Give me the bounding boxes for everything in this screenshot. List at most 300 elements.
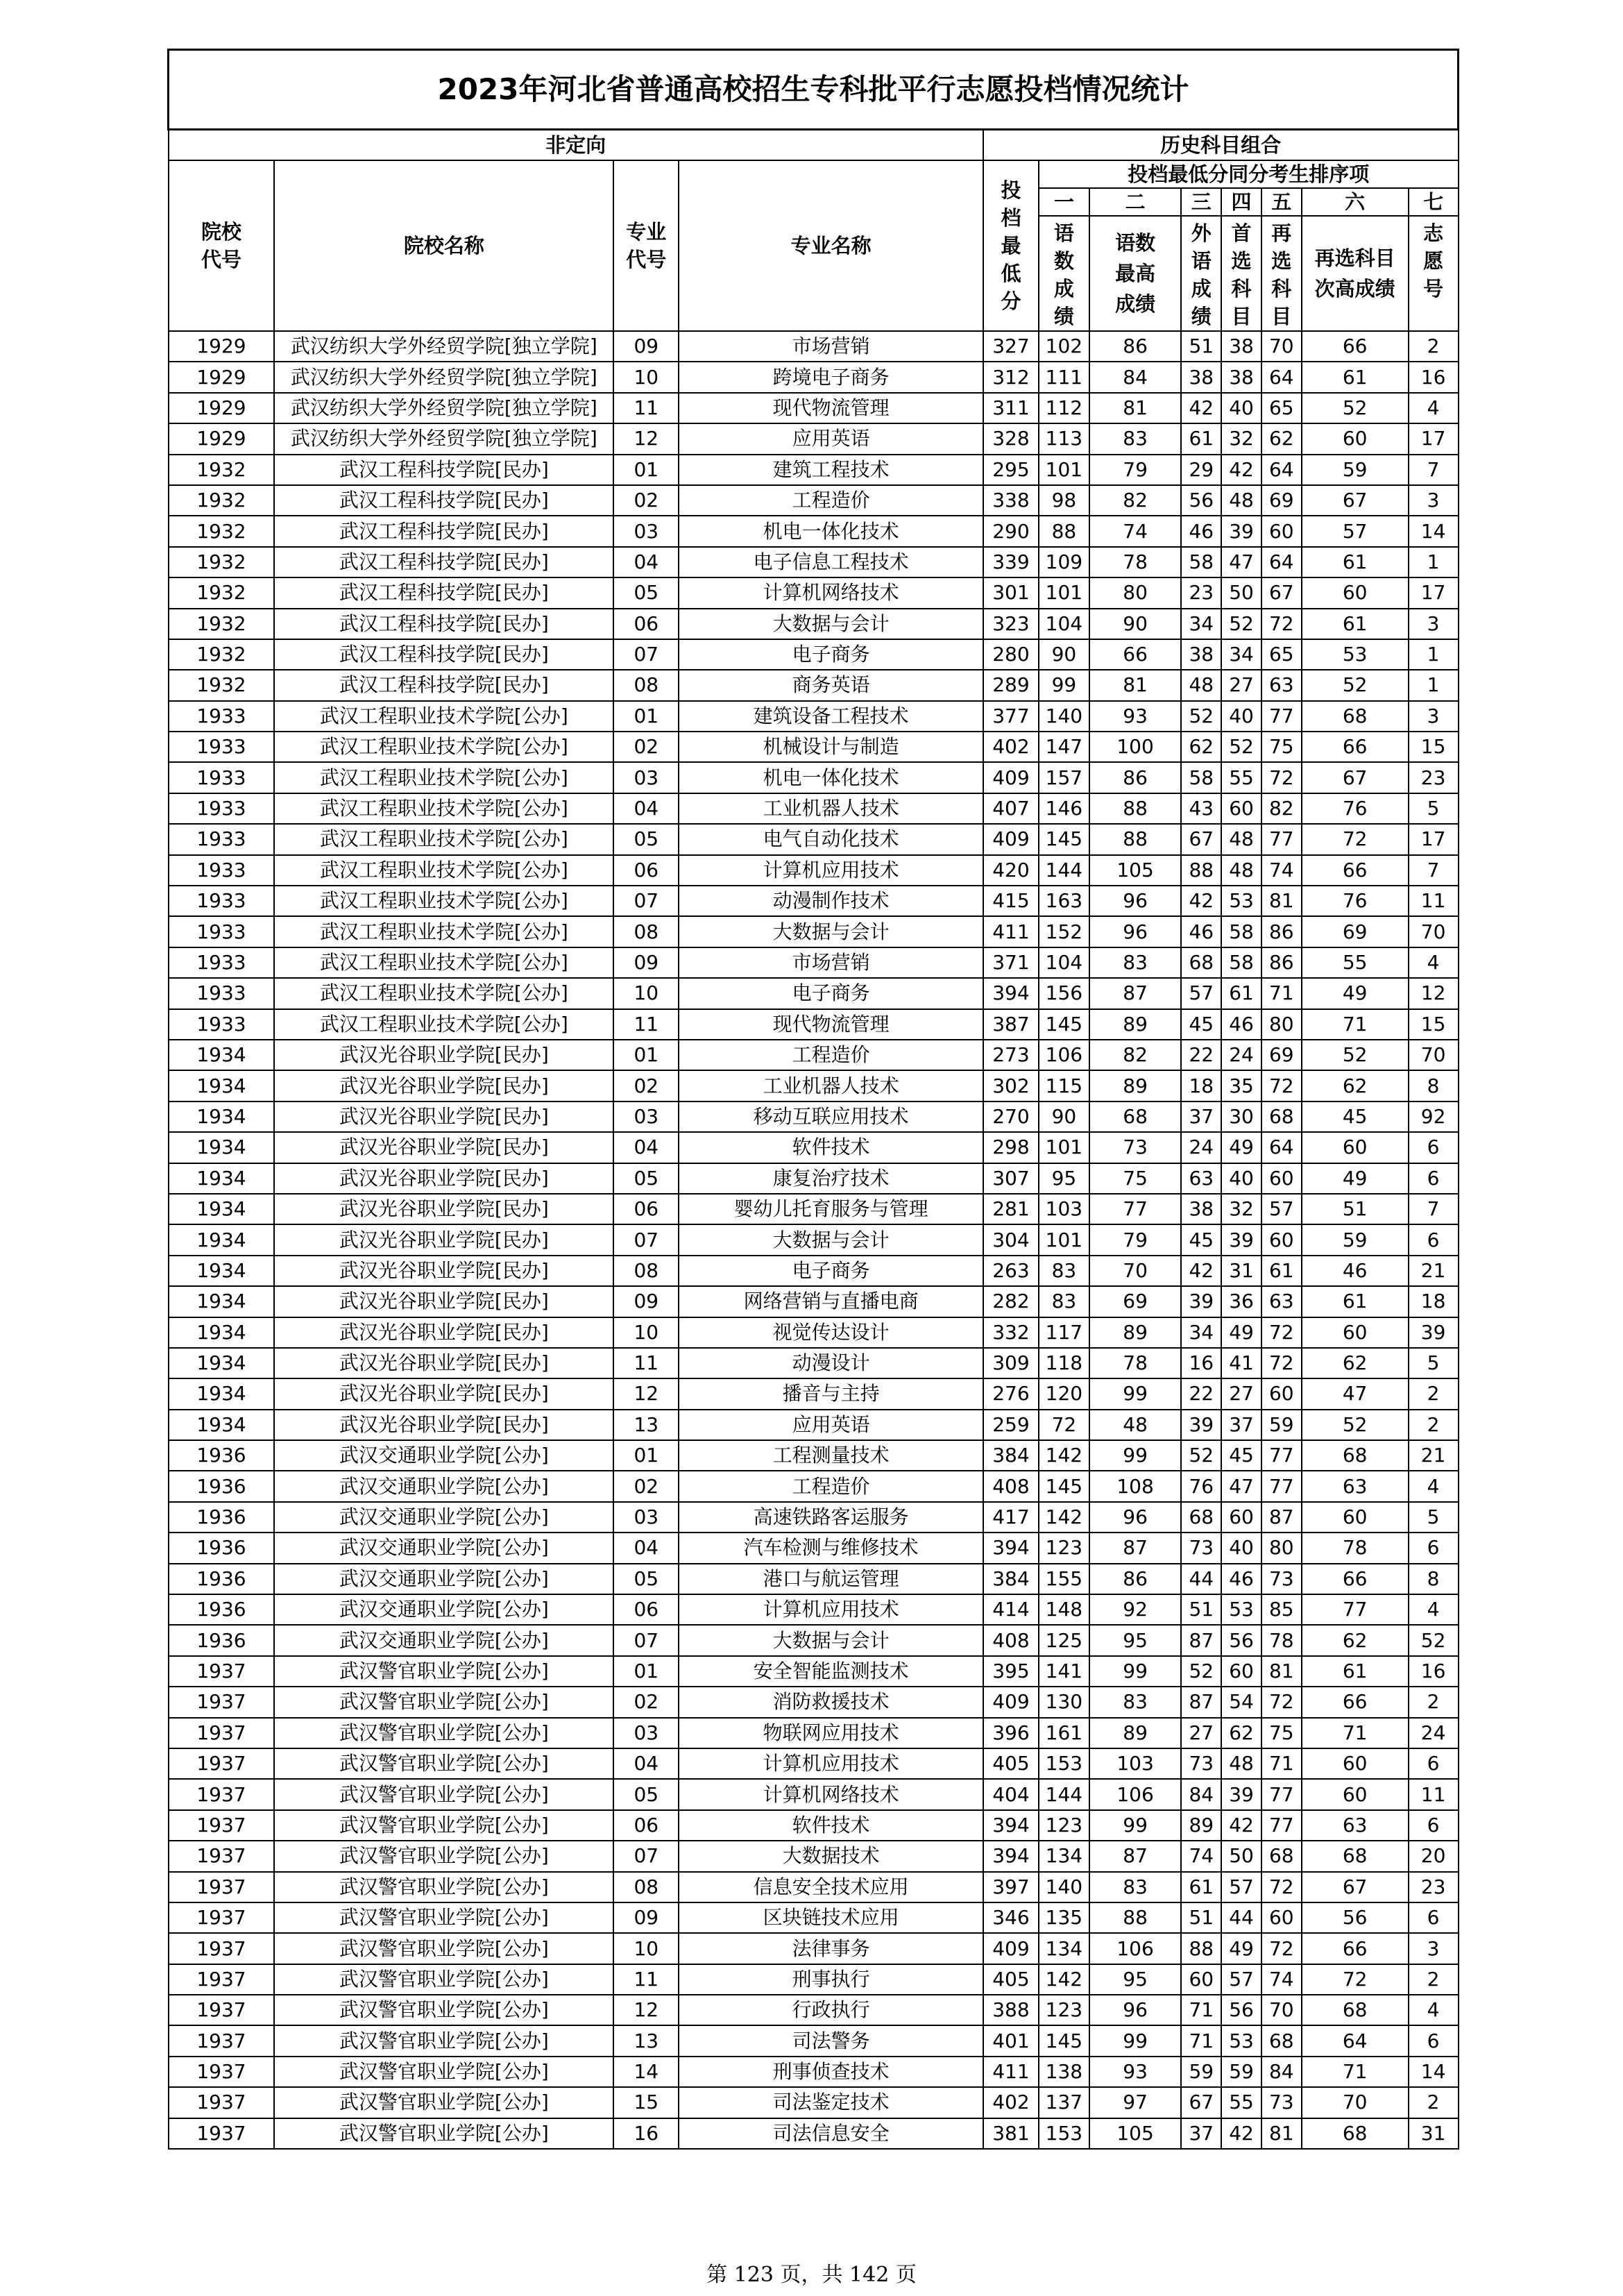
cell-second-subject-runner-up: 67	[1302, 762, 1409, 793]
cell-school-code: 1937	[169, 2087, 275, 2118]
cell-first-subject: 61	[1221, 978, 1261, 1008]
cell-min-score: 282	[983, 1286, 1039, 1317]
cell-chinese-math-score: 145	[1039, 824, 1089, 854]
admission-table	[167, 49, 1459, 2150]
cell-second-subject-runner-up: 66	[1302, 331, 1409, 362]
cell-min-score: 420	[983, 855, 1039, 886]
cell-school-name: 武汉警官职业学院[公办]	[274, 2057, 613, 2087]
cell-preference-number: 1	[1409, 670, 1459, 700]
cell-major-name: 工业机器人技术	[679, 1070, 983, 1101]
cell-school-name: 武汉工程职业技术学院[公办]	[274, 793, 613, 824]
cell-min-score: 405	[983, 1748, 1039, 1779]
cell-major-code: 08	[613, 1256, 679, 1286]
cell-preference-number: 6	[1409, 1132, 1459, 1163]
cell-min-score: 309	[983, 1348, 1039, 1378]
table-row	[169, 916, 1459, 947]
col-second-subject: 再选科目	[1261, 216, 1302, 331]
cell-preference-number: 6	[1409, 1810, 1459, 1841]
cell-chinese-math-score: 147	[1039, 732, 1089, 762]
cell-major-code: 11	[613, 1348, 679, 1378]
cell-major-name: 计算机应用技术	[679, 855, 983, 886]
cell-second-subject: 68	[1261, 2025, 1302, 2056]
cell-chinese-math-score: 140	[1039, 1872, 1089, 1902]
cell-foreign-language-score: 76	[1181, 1471, 1221, 1501]
cell-foreign-language-score: 52	[1181, 1440, 1221, 1471]
cell-second-subject: 85	[1261, 1594, 1302, 1625]
cell-chinese-math-score: 99	[1039, 670, 1089, 700]
cell-chinese-math-score: 115	[1039, 1070, 1089, 1101]
cell-second-subject: 64	[1261, 547, 1302, 577]
cell-first-subject: 34	[1221, 639, 1261, 670]
cell-first-subject: 30	[1221, 1101, 1261, 1132]
cell-major-name: 工程造价	[679, 1040, 983, 1070]
cell-foreign-language-score: 71	[1181, 1995, 1221, 2025]
table-row	[169, 1378, 1459, 1409]
cell-second-subject-runner-up: 62	[1302, 1625, 1409, 1655]
cell-school-name: 武汉工程科技学院[民办]	[274, 670, 613, 700]
cell-major-code: 02	[613, 485, 679, 516]
cell-chinese-math-max: 82	[1089, 485, 1182, 516]
table-row	[169, 1348, 1459, 1378]
cell-chinese-math-max: 106	[1089, 1933, 1182, 1964]
cell-first-subject: 48	[1221, 855, 1261, 886]
cell-min-score: 338	[983, 485, 1039, 516]
cell-school-code: 1934	[169, 1286, 275, 1317]
cell-major-code: 11	[613, 1009, 679, 1040]
cell-chinese-math-score: 72	[1039, 1410, 1089, 1440]
cell-min-score: 371	[983, 947, 1039, 978]
cell-first-subject: 24	[1221, 1040, 1261, 1070]
cell-chinese-math-max: 93	[1089, 2057, 1182, 2087]
tie-num-4: 四	[1221, 188, 1261, 216]
cell-chinese-math-score: 95	[1039, 1163, 1089, 1194]
cell-foreign-language-score: 68	[1181, 1502, 1221, 1533]
cell-preference-number: 5	[1409, 1348, 1459, 1378]
cell-second-subject-runner-up: 46	[1302, 1256, 1409, 1286]
cell-first-subject: 42	[1221, 2118, 1261, 2149]
cell-school-code: 1937	[169, 1687, 275, 1717]
table-row	[169, 1964, 1459, 1995]
cell-first-subject: 27	[1221, 1378, 1261, 1409]
cell-school-code: 1937	[169, 2057, 275, 2087]
cell-second-subject: 84	[1261, 2057, 1302, 2087]
cell-second-subject: 65	[1261, 393, 1302, 423]
cell-chinese-math-max: 78	[1089, 547, 1182, 577]
cell-first-subject: 50	[1221, 1841, 1261, 1871]
cell-school-name: 武汉警官职业学院[公办]	[274, 1718, 613, 1748]
cell-chinese-math-score: 83	[1039, 1286, 1089, 1317]
cell-first-subject: 50	[1221, 577, 1261, 608]
cell-second-subject-runner-up: 71	[1302, 2057, 1409, 2087]
cell-school-name: 武汉警官职业学院[公办]	[274, 2118, 613, 2149]
cell-preference-number: 5	[1409, 793, 1459, 824]
cell-first-subject: 41	[1221, 1348, 1261, 1378]
cell-preference-number: 39	[1409, 1317, 1459, 1348]
cell-major-name: 物联网应用技术	[679, 1718, 983, 1748]
cell-preference-number: 4	[1409, 1995, 1459, 2025]
cell-second-subject-runner-up: 52	[1302, 393, 1409, 423]
cell-first-subject: 32	[1221, 1194, 1261, 1224]
cell-second-subject: 65	[1261, 639, 1302, 670]
cell-chinese-math-max: 88	[1089, 793, 1182, 824]
cell-major-name: 跨境电子商务	[679, 362, 983, 392]
cell-min-score: 405	[983, 1964, 1039, 1995]
cell-school-name: 武汉工程职业技术学院[公办]	[274, 978, 613, 1008]
cell-preference-number: 1	[1409, 547, 1459, 577]
cell-second-subject-runner-up: 60	[1302, 577, 1409, 608]
cell-major-code: 14	[613, 2057, 679, 2087]
cell-second-subject: 77	[1261, 1440, 1302, 1471]
cell-first-subject: 40	[1221, 1163, 1261, 1194]
cell-school-code: 1937	[169, 1779, 275, 1809]
cell-preference-number: 20	[1409, 1841, 1459, 1871]
table-row	[169, 947, 1459, 978]
cell-foreign-language-score: 38	[1181, 1194, 1221, 1224]
cell-second-subject-runner-up: 66	[1302, 1933, 1409, 1964]
cell-preference-number: 6	[1409, 1163, 1459, 1194]
cell-first-subject: 58	[1221, 947, 1261, 978]
cell-second-subject-runner-up: 55	[1302, 947, 1409, 978]
cell-major-name: 现代物流管理	[679, 393, 983, 423]
cell-preference-number: 70	[1409, 1040, 1459, 1070]
table-row	[169, 2087, 1459, 2118]
cell-preference-number: 2	[1409, 1687, 1459, 1717]
cell-first-subject: 58	[1221, 916, 1261, 947]
cell-preference-number: 3	[1409, 485, 1459, 516]
cell-second-subject-runner-up: 71	[1302, 1009, 1409, 1040]
col-first-subject: 首选科目	[1221, 216, 1261, 331]
table-row	[169, 423, 1459, 454]
cell-second-subject: 78	[1261, 1625, 1302, 1655]
col-chinese-math-score: 语数成绩	[1039, 216, 1089, 331]
cell-school-code: 1937	[169, 1964, 275, 1995]
cell-min-score: 270	[983, 1101, 1039, 1132]
cell-major-name: 计算机应用技术	[679, 1594, 983, 1625]
cell-major-code: 05	[613, 577, 679, 608]
cell-chinese-math-score: 152	[1039, 916, 1089, 947]
cell-school-name: 武汉工程职业技术学院[公办]	[274, 855, 613, 886]
cell-chinese-math-max: 92	[1089, 1594, 1182, 1625]
cell-min-score: 411	[983, 916, 1039, 947]
cell-second-subject: 72	[1261, 1687, 1302, 1717]
cell-preference-number: 7	[1409, 1194, 1459, 1224]
cell-foreign-language-score: 58	[1181, 547, 1221, 577]
cell-foreign-language-score: 67	[1181, 2087, 1221, 2118]
cell-chinese-math-max: 87	[1089, 1533, 1182, 1563]
cell-second-subject-runner-up: 47	[1302, 1378, 1409, 1409]
cell-chinese-math-score: 90	[1039, 1101, 1089, 1132]
cell-first-subject: 49	[1221, 1132, 1261, 1163]
cell-chinese-math-score: 111	[1039, 362, 1089, 392]
cell-preference-number: 15	[1409, 1009, 1459, 1040]
cell-chinese-math-max: 86	[1089, 1564, 1182, 1594]
cell-first-subject: 52	[1221, 609, 1261, 639]
table-row	[169, 1841, 1459, 1871]
cell-second-subject-runner-up: 64	[1302, 2025, 1409, 2056]
cell-second-subject: 72	[1261, 609, 1302, 639]
cell-school-code: 1933	[169, 732, 275, 762]
tie-num-6: 六	[1302, 188, 1409, 216]
table-row	[169, 1625, 1459, 1655]
cell-chinese-math-max: 83	[1089, 423, 1182, 454]
col-preference-number: 志愿号	[1409, 216, 1459, 331]
cell-foreign-language-score: 57	[1181, 978, 1221, 1008]
cell-second-subject-runner-up: 49	[1302, 978, 1409, 1008]
cell-major-code: 07	[613, 1625, 679, 1655]
table-row	[169, 1101, 1459, 1132]
cell-school-name: 武汉光谷职业学院[民办]	[274, 1132, 613, 1163]
cell-major-code: 06	[613, 855, 679, 886]
cell-chinese-math-max: 79	[1089, 455, 1182, 485]
cell-foreign-language-score: 18	[1181, 1070, 1221, 1101]
cell-chinese-math-max: 87	[1089, 1841, 1182, 1871]
cell-preference-number: 4	[1409, 393, 1459, 423]
cell-chinese-math-score: 156	[1039, 978, 1089, 1008]
cell-second-subject-runner-up: 52	[1302, 1410, 1409, 1440]
cell-chinese-math-max: 99	[1089, 1810, 1182, 1841]
cell-min-score: 281	[983, 1194, 1039, 1224]
cell-second-subject-runner-up: 59	[1302, 1224, 1409, 1255]
cell-major-code: 04	[613, 1748, 679, 1779]
cell-foreign-language-score: 39	[1181, 1410, 1221, 1440]
cell-school-code: 1937	[169, 2025, 275, 2056]
cell-first-subject: 62	[1221, 1718, 1261, 1748]
cell-min-score: 312	[983, 362, 1039, 392]
cell-chinese-math-score: 117	[1039, 1317, 1089, 1348]
cell-first-subject: 48	[1221, 1748, 1261, 1779]
cell-school-name: 武汉警官职业学院[公办]	[274, 1687, 613, 1717]
cell-chinese-math-max: 79	[1089, 1224, 1182, 1255]
cell-school-name: 武汉交通职业学院[公办]	[274, 1594, 613, 1625]
table-row	[169, 1594, 1459, 1625]
cell-second-subject: 77	[1261, 824, 1302, 854]
cell-school-code: 1933	[169, 916, 275, 947]
cell-second-subject: 81	[1261, 2118, 1302, 2149]
cell-school-name: 武汉警官职业学院[公办]	[274, 1964, 613, 1995]
cell-major-code: 09	[613, 1902, 679, 1933]
cell-school-name: 武汉交通职业学院[公办]	[274, 1440, 613, 1471]
cell-second-subject: 57	[1261, 1194, 1302, 1224]
cell-school-name: 武汉工程科技学院[民办]	[274, 577, 613, 608]
cell-foreign-language-score: 45	[1181, 1224, 1221, 1255]
table-row	[169, 1471, 1459, 1501]
cell-min-score: 381	[983, 2118, 1039, 2149]
table-row	[169, 1902, 1459, 1933]
cell-first-subject: 48	[1221, 485, 1261, 516]
cell-major-code: 02	[613, 1070, 679, 1101]
cell-major-name: 软件技术	[679, 1810, 983, 1841]
cell-chinese-math-max: 108	[1089, 1471, 1182, 1501]
cell-second-subject: 72	[1261, 1933, 1302, 1964]
table-body	[169, 331, 1459, 2149]
cell-second-subject-runner-up: 77	[1302, 1594, 1409, 1625]
tie-num-7: 七	[1409, 188, 1459, 216]
cell-chinese-math-score: 140	[1039, 701, 1089, 732]
cell-second-subject: 68	[1261, 1101, 1302, 1132]
cell-chinese-math-max: 89	[1089, 1718, 1182, 1748]
cell-school-code: 1934	[169, 1224, 275, 1255]
cell-foreign-language-score: 48	[1181, 670, 1221, 700]
page-total: 142	[849, 2263, 890, 2287]
cell-chinese-math-max: 88	[1089, 824, 1182, 854]
cell-first-subject: 40	[1221, 701, 1261, 732]
cell-major-code: 16	[613, 2118, 679, 2149]
cell-chinese-math-score: 142	[1039, 1502, 1089, 1533]
cell-second-subject-runner-up: 57	[1302, 516, 1409, 546]
cell-chinese-math-score: 141	[1039, 1656, 1089, 1687]
cell-preference-number: 1	[1409, 639, 1459, 670]
tie-num-5: 五	[1261, 188, 1302, 216]
table-row	[169, 1872, 1459, 1902]
cell-first-subject: 57	[1221, 1872, 1261, 1902]
cell-school-name: 武汉工程科技学院[民办]	[274, 455, 613, 485]
cell-foreign-language-score: 73	[1181, 1533, 1221, 1563]
cell-min-score: 384	[983, 1440, 1039, 1471]
cell-school-name: 武汉纺织大学外经贸学院[独立学院]	[274, 362, 613, 392]
cell-preference-number: 4	[1409, 1594, 1459, 1625]
cell-major-name: 建筑设备工程技术	[679, 701, 983, 732]
cell-major-code: 12	[613, 423, 679, 454]
cell-school-code: 1934	[169, 1163, 275, 1194]
cell-min-score: 307	[983, 1163, 1039, 1194]
cell-min-score: 394	[983, 1810, 1039, 1841]
cell-preference-number: 3	[1409, 701, 1459, 732]
cell-major-code: 03	[613, 516, 679, 546]
cell-school-name: 武汉工程科技学院[民办]	[274, 516, 613, 546]
table-row	[169, 855, 1459, 886]
cell-chinese-math-max: 87	[1089, 978, 1182, 1008]
cell-foreign-language-score: 87	[1181, 1687, 1221, 1717]
cell-school-code: 1933	[169, 886, 275, 916]
table-row	[169, 2118, 1459, 2149]
table-row	[169, 1718, 1459, 1748]
cell-school-name: 武汉光谷职业学院[民办]	[274, 1070, 613, 1101]
cell-first-subject: 38	[1221, 331, 1261, 362]
cell-major-code: 05	[613, 1564, 679, 1594]
cell-first-subject: 46	[1221, 1009, 1261, 1040]
cell-chinese-math-max: 93	[1089, 701, 1182, 732]
cell-second-subject-runner-up: 61	[1302, 1656, 1409, 1687]
table-row	[169, 609, 1459, 639]
cell-second-subject: 69	[1261, 485, 1302, 516]
cell-chinese-math-max: 99	[1089, 1378, 1182, 1409]
cell-min-score: 404	[983, 1779, 1039, 1809]
cell-second-subject-runner-up: 71	[1302, 1718, 1409, 1748]
cell-major-code: 03	[613, 1502, 679, 1533]
cell-preference-number: 7	[1409, 455, 1459, 485]
col-school-code: 院校代号	[169, 160, 275, 331]
cell-second-subject-runner-up: 60	[1302, 1748, 1409, 1779]
cell-chinese-math-score: 153	[1039, 1748, 1089, 1779]
cell-second-subject: 80	[1261, 1533, 1302, 1563]
cell-major-name: 婴幼儿托育服务与管理	[679, 1194, 983, 1224]
cell-second-subject-runner-up: 49	[1302, 1163, 1409, 1194]
cell-first-subject: 45	[1221, 1440, 1261, 1471]
cell-chinese-math-max: 89	[1089, 1070, 1182, 1101]
cell-major-code: 04	[613, 547, 679, 577]
cell-major-name: 建筑工程技术	[679, 455, 983, 485]
cell-major-name: 工业机器人技术	[679, 793, 983, 824]
cell-chinese-math-max: 99	[1089, 1440, 1182, 1471]
cell-major-name: 大数据技术	[679, 1841, 983, 1871]
cell-school-code: 1934	[169, 1317, 275, 1348]
cell-school-name: 武汉警官职业学院[公办]	[274, 1810, 613, 1841]
cell-chinese-math-score: 144	[1039, 855, 1089, 886]
cell-first-subject: 60	[1221, 793, 1261, 824]
cell-major-name: 信息安全技术应用	[679, 1872, 983, 1902]
cell-min-score: 387	[983, 1009, 1039, 1040]
cell-min-score: 259	[983, 1410, 1039, 1440]
cell-second-subject-runner-up: 60	[1302, 1132, 1409, 1163]
cell-second-subject-runner-up: 63	[1302, 1810, 1409, 1841]
cell-second-subject: 71	[1261, 1748, 1302, 1779]
table-row	[169, 1163, 1459, 1194]
cell-school-name: 武汉警官职业学院[公办]	[274, 1872, 613, 1902]
cell-major-name: 市场营销	[679, 947, 983, 978]
cell-foreign-language-score: 56	[1181, 485, 1221, 516]
cell-foreign-language-score: 60	[1181, 1964, 1221, 1995]
cell-school-code: 1932	[169, 485, 275, 516]
cell-min-score: 377	[983, 701, 1039, 732]
cell-second-subject: 61	[1261, 1256, 1302, 1286]
cell-second-subject: 67	[1261, 577, 1302, 608]
cell-min-score: 407	[983, 793, 1039, 824]
cell-second-subject: 62	[1261, 423, 1302, 454]
cell-major-code: 05	[613, 824, 679, 854]
cell-school-code: 1932	[169, 639, 275, 670]
cell-first-subject: 40	[1221, 393, 1261, 423]
cell-school-name: 武汉光谷职业学院[民办]	[274, 1224, 613, 1255]
cell-foreign-language-score: 46	[1181, 516, 1221, 546]
cell-major-code: 07	[613, 1224, 679, 1255]
cell-major-name: 电子信息工程技术	[679, 547, 983, 577]
cell-second-subject-runner-up: 72	[1302, 824, 1409, 854]
cell-school-code: 1937	[169, 1872, 275, 1902]
cell-min-score: 397	[983, 1872, 1039, 1902]
cell-chinese-math-max: 103	[1089, 1748, 1182, 1779]
cell-min-score: 402	[983, 732, 1039, 762]
cell-foreign-language-score: 46	[1181, 916, 1221, 947]
cell-major-name: 大数据与会计	[679, 609, 983, 639]
cell-major-name: 刑事侦查技术	[679, 2057, 983, 2087]
cell-school-code: 1936	[169, 1533, 275, 1563]
cell-foreign-language-score: 68	[1181, 947, 1221, 978]
cell-major-name: 司法信息安全	[679, 2118, 983, 2149]
cell-second-subject: 87	[1261, 1502, 1302, 1533]
table-row	[169, 577, 1459, 608]
cell-chinese-math-score: 138	[1039, 2057, 1089, 2087]
table-row	[169, 824, 1459, 854]
cell-first-subject: 53	[1221, 1594, 1261, 1625]
cell-second-subject-runner-up: 53	[1302, 639, 1409, 670]
cell-major-code: 10	[613, 362, 679, 392]
table-row	[169, 1502, 1459, 1533]
cell-second-subject-runner-up: 72	[1302, 1964, 1409, 1995]
table-row	[169, 331, 1459, 362]
cell-preference-number: 52	[1409, 1625, 1459, 1655]
cell-min-score: 276	[983, 1378, 1039, 1409]
cell-foreign-language-score: 52	[1181, 1656, 1221, 1687]
cell-min-score: 395	[983, 1656, 1039, 1687]
cell-school-name: 武汉纺织大学外经贸学院[独立学院]	[274, 423, 613, 454]
table-row	[169, 1256, 1459, 1286]
cell-school-code: 1933	[169, 701, 275, 732]
cell-min-score: 273	[983, 1040, 1039, 1070]
cell-min-score: 414	[983, 1594, 1039, 1625]
cell-school-code: 1929	[169, 423, 275, 454]
cell-second-subject-runner-up: 61	[1302, 609, 1409, 639]
cell-school-code: 1932	[169, 577, 275, 608]
